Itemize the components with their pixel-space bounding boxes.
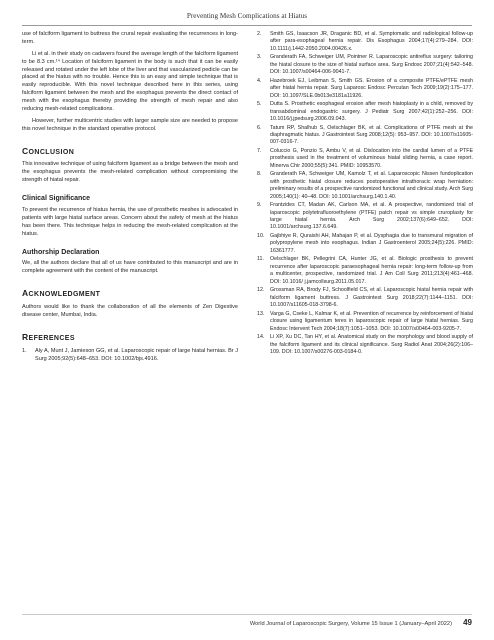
reference-item xyxy=(257,256,473,286)
reference-item xyxy=(257,233,473,255)
reference-text: Varga G, Cseke L, Kalmar K, et al. Prevention of recurrence by reinforcement of hiatal closure using ligamentum teres in laparoscopic repair of large hiatal hernias. Surg Endosc Intervent Tech 2004;18(7):1051–1053. DOI: 10.1007/s00464-003-9205-7. xyxy=(270,310,473,332)
body-paragraph: use of falciform ligament to buttress the crural repair evaluating the recurrences in long-term. xyxy=(22,31,238,45)
reference-text: Granderath FA, Schweiger UM, Pointner R. Laparoscopic antireflux surgery: tailoring the hiatal closure to the size of hiatal surface area. Surg Endosc 2007;21(4):542–548. DOI: 10.1007/s00464-006-9041-7. xyxy=(270,54,473,76)
reference-text: Frantzides CT, Madan AK, Carlson MA, et al. A prospective, randomized trial of laparoscopic polytetrafluoroethylene (PTFE) patch repair vs simple cruroplasty for large hiatal hernia. Arch Surg 2002;137(6):649–652. DOI: 10.1001/archsurg.137.6.649. xyxy=(270,202,473,231)
references-heading xyxy=(22,331,238,344)
reference-text: Tatum RP, Shalhub S, Oelschlager BK, et al. Complications of PTFE mesh at the diaphragmatic hiatus. J Gastrointest Surg 2008;12(5): 953–957. DOI: 10.1007/s11605-007-0316-7. xyxy=(270,124,473,146)
reference-item xyxy=(22,348,238,364)
reference-text: Aly A, Munt J, Jamieson GG, et al. Laparoscopic repair of large hiatal hernias. Br J Surg 2005;92(5):648–653. DOI: 10.1002/bjs.4916. xyxy=(35,347,238,362)
heading-rest: CKNOWLEDGMENT xyxy=(28,291,101,299)
reference-number: 2. xyxy=(257,31,262,37)
left-column xyxy=(22,31,238,365)
reference-number: 13. xyxy=(257,310,265,317)
reference-item xyxy=(257,125,473,147)
authorship-heading: Authorship Declaration xyxy=(22,248,100,256)
heading-rest: EFERENCES xyxy=(28,334,75,342)
reference-number: 10. xyxy=(257,233,265,240)
reference-text: Granderath FA, Schweiger UM, Kamolz T, et al. Laparoscopic Nissen fundoplication with prosthetic hiatal closure reduces postoperative intrathoracic wrap herniation: preliminary results of a prospective randomized functional and clinical study. Arch Surg 2005;140(1): 40–48. DOI: 10.1001/archsurg.140.1.40. xyxy=(270,171,473,200)
journal-footer: World Journal of Laparoscopic Surgery, Volume 15 Issue 1 (January–April 2022) xyxy=(249,621,452,627)
reference-number: 4. xyxy=(257,77,262,84)
reference-text: Li XP, Xu DC, Tan HY, et al. Anatomical study on the morphology and blood supply of the falciform ligament and its clinical significance. Surg Radiol Anat 2004;26(2):106–109. DOI: 10.1007/s00276-003-0184-0. xyxy=(270,334,473,355)
clinical-significance-heading: Clinical Significance xyxy=(22,195,91,203)
reference-text: Coluccio G, Ponzio S, Ambu V, et al. Dislocation into the cardial lumen of a PTFE prosthesis used in the treatment of voluminous hiatal sliding hernia, a case report. Minerva Chir 2000;55(5):341. PMID: 10953570. xyxy=(270,148,473,169)
reference-item xyxy=(257,202,473,232)
reference-number: 11. xyxy=(257,256,264,263)
reference-item xyxy=(257,171,473,201)
reference-number: 12. xyxy=(257,287,265,294)
reference-item xyxy=(257,148,473,170)
reference-item xyxy=(257,334,473,356)
page-number: 49 xyxy=(463,618,472,627)
conclusion-heading xyxy=(22,145,238,158)
reference-number: 7. xyxy=(257,148,262,155)
heading-initial: A xyxy=(22,288,29,299)
reference-text: Dutta S. Prosthetic esophageal erosion after mesh hiatoplasty in a child, removed by transabdominal endogastric surgery. J Pediatr Surg 2007;42(1):252–256. DOI: 10.1016/j.jpedsurg.2006.09.043. xyxy=(270,101,473,123)
reference-item xyxy=(257,54,473,76)
reference-number: 8. xyxy=(257,171,262,178)
reference-number: 3. xyxy=(257,54,262,61)
reference-number: 9. xyxy=(257,202,262,209)
reference-list-right xyxy=(257,31,473,356)
heading-rest: ONCLUSION xyxy=(28,148,75,156)
footer-rule xyxy=(22,614,472,615)
acknowledgment-heading xyxy=(22,287,238,300)
acknowledgment-text: Authors would like to thank the collaboration of all the elements of Zen Digestive disease center, Mumbai, India. xyxy=(22,304,238,318)
reference-item xyxy=(257,287,473,309)
reference-item xyxy=(257,101,473,123)
clinical-significance-text: To prevent the recurrence of hiatus hernia, the use of prosthetic meshes is advocated in patients with large hiatal surface areas. Concern about the safety of mesh at the hiatus has been there. This technique helps in reducing the mesh-related complication at the hiatus. xyxy=(22,207,238,237)
reference-list-left xyxy=(22,348,238,364)
reference-text: Oelschlager BK, Pellegrini CA, Hunter JG, et al. Biologic prosthesis to prevent recurrence after laparoscopic paraesophageal hernia repair: long-term follow-up from a multicenter, prospective, randomized trial. J Am Coll Surg 2011;213(4):461–468. DOI: 10.1016/ j.jamcollsurg.2011.05.017. xyxy=(270,256,473,285)
reference-item xyxy=(257,78,473,100)
body-paragraph: Li et al. in their study on cadavers found the average length of the falciform ligament to be 8.3 cm.¹⁴ Location of falciform ligament in the body is such that it can be easily released and rotated under the left lobe of the liver and that vascularized pedicle can be placed at the hiatus with no trouble. Hence this is an easy and simple technique that is easily reproducible. With this novel technique described here in this series, using falciform ligament between the mesh and the esophagus prevents the direct contact of mesh with the esophagus thereby providing the strength of mesh repair and also reducing mesh-related complications. xyxy=(22,50,238,112)
reference-text: Gajbhiye R, Quraishi AH, Mahajan P, et al. Dysphagia due to transmural migration of polypropylene mesh into esophagus. Indian J Gastroenterol 2005;24(5):226. PMID: 16361777. xyxy=(270,233,473,254)
reference-item xyxy=(257,31,473,53)
heading-initial: R xyxy=(22,331,29,342)
right-column xyxy=(257,31,473,358)
reference-number: 6. xyxy=(257,124,262,131)
authorship-text: We, all the authors declare that all of us have contributed to this manuscript and are in complete agreement with the content of the manuscript. xyxy=(22,260,238,275)
reference-text: Grossman RA, Brody FJ, Schoolfield CS, et al. Laparoscopic hiatal hernia repair with falciform ligament buttress. J Gastrointest Surg 2018;22(7):1144–1151. DOI: 10.1007/s11605-018-3798-6. xyxy=(270,287,473,309)
body-paragraph: However, further multicentric studies with larger sample size are needed to propose this novel technique in the standard operative protocol. xyxy=(22,117,238,132)
reference-item xyxy=(257,311,473,333)
running-head: Preventing Mesh Complications at Hiatus xyxy=(186,12,308,20)
reference-number: 1. xyxy=(22,347,27,354)
reference-text: Smith GS, Isaacson JR, Draganic BD, et al. Symptomatic and radiological follow-up after para-esophageal hernia repair. Dis Esophagus 2004;17(4):279–284. DOI: 10.1111/j.1442-2050.2004.00426.x. xyxy=(270,31,473,52)
reference-number: 14. xyxy=(257,334,265,341)
header-rule xyxy=(22,25,472,26)
reference-number: 5. xyxy=(257,101,262,108)
conclusion-text: This innovative technique of using falciform ligament as a bridge between the mesh and the esophagus prevents the mesh-related complication without compromising the strength of hiatal repair. xyxy=(22,161,238,184)
reference-text: Hazebroek EJ, Leibman S, Smith GS. Erosion of a composite PTFE/ePTFE mesh after hiatal hernia repair. Surg Laparosc Endosc Percutan Tech 2009;19(2):175–177. DOI: 10.1097/SLE.0b013e3181a11926. xyxy=(270,77,473,99)
heading-initial: C xyxy=(22,145,29,156)
